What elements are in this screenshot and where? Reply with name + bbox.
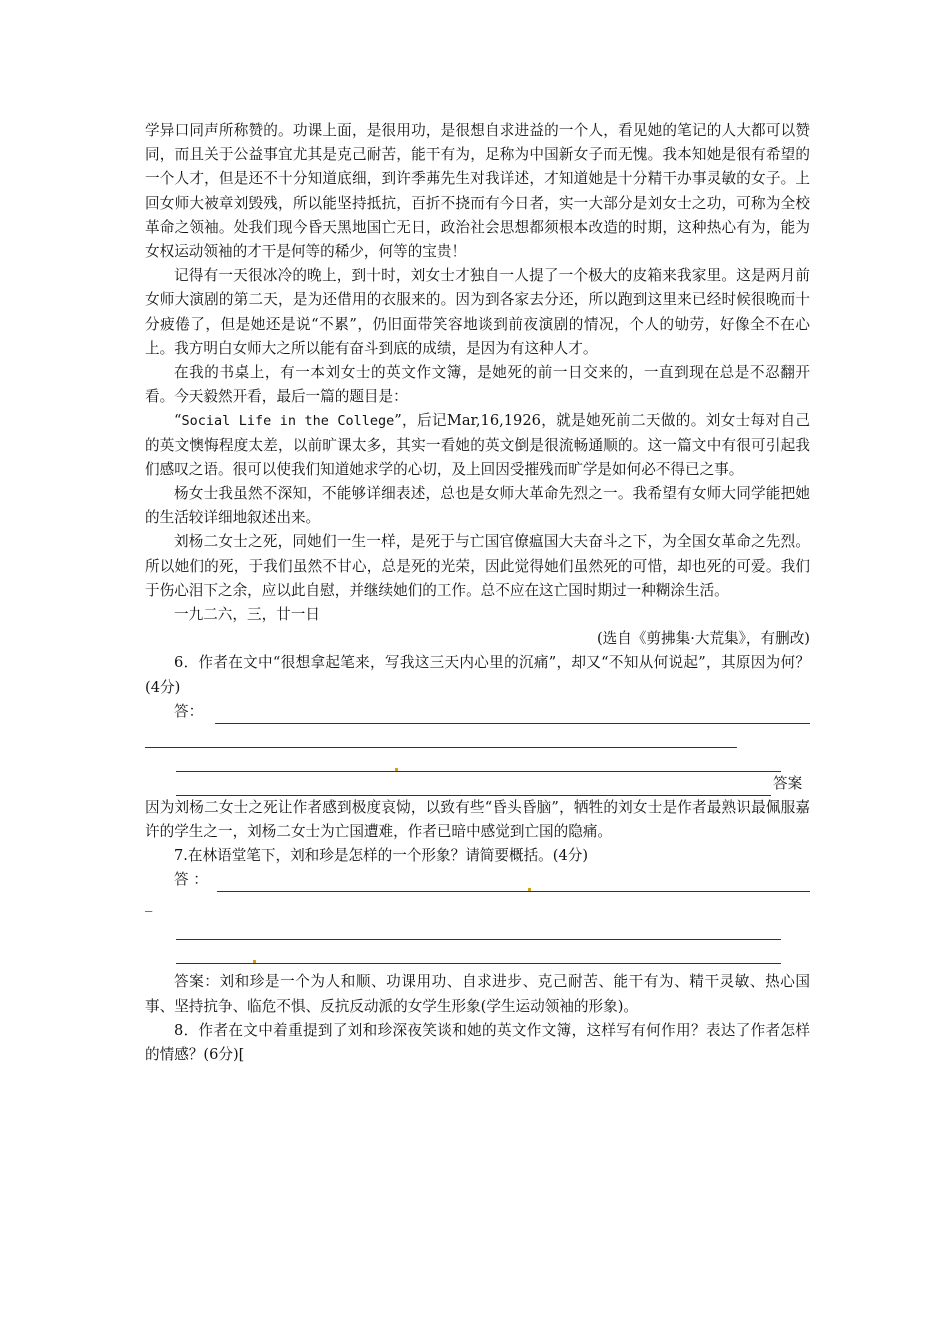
answer-7-row-1 (145, 868, 810, 892)
answer-6-row-2 (145, 724, 810, 748)
paragraph-5: 杨女士我虽然不深知，不能够详细表述，总也是女师大革命先烈之一。我希望有女师大同学能把她的生活较详细地叙述出来。 (145, 485, 810, 527)
quote-open: “ (174, 412, 182, 430)
paragraph-2: 记得有一天很冰冷的晚上，到十时，刘女士才独自一人提了一个极大的皮箱来我家里。这是两月前女师大演剧的第二天，是为还借用的衣服来的。因为到各家去分还，所以跑到这里来已经时候很晚而十分疲倦了，但是她还是说“不累”，仍旧面带笑容地谈到前夜演剧的情况，个人的劬劳，好像全不在心上。我方明白女师大之所以能有奋斗到底的成绩，是因为有这种人才。 (145, 267, 810, 357)
paragraph-1: 学异口同声所称赞的。功课上面，是很用功，是很想自求进益的一个人，看见她的笔记的人大都可以赞同，而且关于公益事宜尤其是克己耐苦，能干有为，足称为中国新女子而无愧。我本知她是很有希望的一个人才，但是还不十分知道底细，到许季茀先生对我详述，才知道她是十分精干办事灵敏的女子。上回女师大被章刘毁残，所以能坚持抵抗，百折不挠而有今日者，实一大部分是刘女士之功，可称为全校革命之领袖。处我们现今昏天黑地国亡无日，政治社会思想都须根本改造的时期，这种热心有为，能为女权运动领袖的才干是何等的稀少，何等的宝贵！ (145, 122, 810, 261)
answer-6-row-3 (145, 748, 810, 772)
answer-line[interactable] (176, 795, 771, 796)
question-8: 8．作者在文中着重提到了刘和珍深夜笑谈和她的英文作文簿，这样写有何作用？表达了作者怎样的情感？(6分)[ (145, 1021, 810, 1064)
paragraph-6: 刘杨二女士之死，同她们一生一样，是死于与亡国官僚瘟国大夫奋斗之下，为全国女革命之先烈。所以她们的死，于我们虽然不甘心，总是死的光荣，因此觉得她们虽然死的可惜，却也死的可爱。我们于伤心泪下之余，应以此自慰，并继续她们的工作。总不应在这亡国时期过一种糊涂生活。 (145, 533, 810, 599)
answer-7-dash: _ (145, 895, 153, 913)
answer-6-row-4 (145, 772, 810, 796)
source-line: (选自《剪拂集·大荒集》，有删改) (596, 630, 810, 648)
paragraph-3: 在我的书桌上，有一本刘女士的英文作文簿，是她死的前一日交来的，一直到现在总是不忍翻开看。今天毅然开看，最后一篇的题目是： (145, 364, 810, 406)
answer-line[interactable] (176, 963, 781, 964)
margin-mark (395, 768, 398, 771)
margin-mark (528, 888, 531, 891)
answer-7-row-4 (145, 940, 810, 964)
answer-7-row-2 (145, 892, 810, 916)
answer-6-key: 因为刘杨二女士之死让作者感到极度哀恸，以致有些“昏头昏脑”，牺牲的刘女士是作者最熟识最佩服嘉许的学生之一，刘杨二女士为亡国遭难，作者已暗中感觉到亡国的隐痛。 (145, 798, 810, 841)
answer-6-row-1 (145, 700, 810, 724)
question-7: 7.在林语堂笔下，刘和珍是怎样的一个形象？请简要概括。(4分) (174, 847, 589, 865)
date-line: 一九二六，三，廿一日 (174, 606, 320, 624)
paragraph-4 (145, 409, 810, 482)
document-page (145, 119, 810, 1067)
question-6: 6．作者在文中“很想拿起笔来，写我这三天内心里的沉痛”，却又“不知从何说起”，其原因为何？(4分) (145, 654, 810, 696)
answer-7-row-3 (145, 916, 810, 940)
answer-7-key: 答案：刘和珍是一个为人和顺、功课用功、自求进步、克己耐苦、能干有为、精干灵敏、热心国事、坚持抗争、临危不惧、反抗反动派的女学生形象(学生运动领袖的形象)。 (145, 973, 810, 1015)
paragraph-4-body: ”，后记Mar,16,1926，就是她死前二天做的。刘女士每对自己的英文懊悔程度太差，以前旷课太多，其实一看她的英文倒是很流畅通顺的。这一篇文中有很可引起我们感叹之语。很可以使我们知道她求学的心切，及上回因受摧残而旷学是如何必不得已之事。 (145, 412, 810, 478)
english-title: Social Life in the College (181, 413, 395, 430)
answer-7-label: 答 ： (174, 871, 208, 889)
answer-6-label: 答： (174, 702, 204, 720)
answer-6-key-label: 答案 (773, 774, 803, 792)
margin-mark (253, 960, 256, 963)
